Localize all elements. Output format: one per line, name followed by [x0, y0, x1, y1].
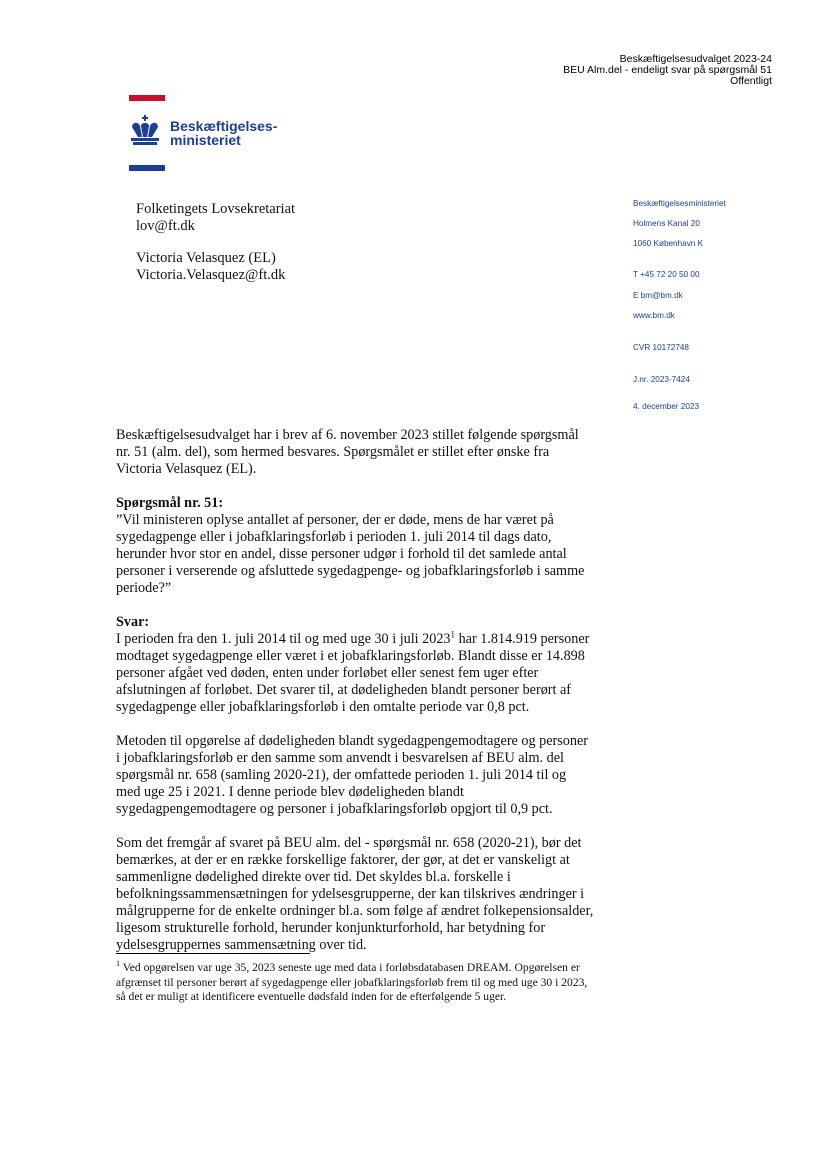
sidebar-web: www.bm.dk — [633, 311, 675, 320]
recipient-org: Folketingets Lovsekretariat — [136, 201, 296, 217]
footnote — [116, 961, 594, 1005]
answer-section — [116, 614, 594, 954]
logo-line-1: Beskæftigelses- — [170, 118, 278, 134]
answer-paragraph-3: Som det fremgår af svaret på BEU alm. del - spørgsmål nr. 658 (2020-21), bør det bemærkes, at der er en række forskellige faktorer, der gør, at det er vanskeligt at sammenligne dødelighed direkte over tid. Det skyldes bl.a. forskelle i befolkningssammensætningen for ydelsesgrupperne, der kan tilskrives ændringer i målgrupperne for de enkelte ordninger bl.a. som følge af ændret folkepensionsalder, ligesom strukturelle forhold, herunder konjunkturforhold, har betydning for ydelsesgruppernes sammensætning over tid. — [116, 835, 594, 953]
flag-blue-bar — [129, 165, 165, 171]
sidebar-ministry: Beskæftigelsesministeriet — [633, 199, 726, 208]
answer-p1-start: I perioden fra den 1. juli 2014 til og med uge 30 i juli 2023 — [116, 631, 451, 647]
footnote-reference: 1 — [450, 629, 456, 640]
recipient-block — [136, 201, 295, 283]
intro-paragraph: Beskæftigelsesudvalget har i brev af 6. november 2023 stillet følgende spørgsmål nr. 51 (alm. del), som hermed besvares. Spørgsmålet er stillet efter ønske fra Victoria Velasquez (EL). — [116, 427, 579, 477]
sidebar-cvr: CVR 10172748 — [633, 343, 689, 352]
document-header — [563, 54, 772, 87]
question-section — [116, 495, 594, 597]
logo-wordmark — [170, 119, 277, 147]
sidebar-journal-number: J.nr. 2023-7424 — [633, 375, 690, 384]
sidebar-street: Holmens Kanal 20 — [633, 219, 700, 228]
footnote-mark: 1 — [116, 959, 120, 969]
recipient-person-email: Victoria.Velasquez@ft.dk — [136, 266, 286, 283]
sidebar-city: 1060 København K — [633, 239, 704, 248]
recipient-org-email: lov@ft.dk — [136, 217, 195, 234]
header-status: Offentligt — [730, 75, 772, 87]
logo-line-2: ministeriet — [170, 132, 241, 148]
recipient-person: Victoria Velasquez (EL) — [136, 250, 276, 266]
question-text: ”Vil ministeren oplyse antallet af personer, der er døde, mens de har været på sygedagpenge eller i jobafklaringsforløb i perioden 1. juli 2014 til dags dato, herunder hvor stor en andel, disse personer udgør i forhold til det samlede antal personer i verserende og afsluttede sygedagpenge- og jobafklaringsforløb i samme periode?” — [116, 512, 585, 596]
header-committee: Beskæftigelsesudvalget 2023-24 — [619, 53, 772, 65]
sidebar-email: E bm@bm.dk — [633, 291, 683, 300]
crown-icon — [127, 115, 163, 147]
answer-paragraph-1 — [116, 631, 594, 716]
sidebar-phone: T +45 72 20 50 00 — [633, 270, 700, 279]
sidebar-date: 4. december 2023 — [633, 402, 699, 411]
answer-paragraph-2: Metoden til opgørelse af dødeligheden blandt sygedagpengemodtagere og personer i jobafklaringsforløb er den samme som anvendt i besvarelsen af BEU alm. del spørgsmål nr. 658 (samling 2020-21), der omfattede perioden 1. juli 2014 til og med uge 25 i 2021. I denne periode blev dødeligheden blandt sygedagpengemodtagere og personer i jobafklaringsforløb opgjort til 0,9 pct. — [116, 733, 588, 817]
question-heading: Spørgsmål nr. 51: — [116, 495, 224, 511]
answer-p1-end: har 1.814.919 personer modtaget sygedagpenge eller været i et jobafklaringsforløb. Blandt disse er 14.898 personer afgået ved døden, enten under forløbet eller senest fem uger efter afslutningen af forløbet. Det svarer til, at dødeligheden blandt personer berørt af sygedagpenge eller jobafklaringsforløb i den omtalte periode var 0,8 pct. — [116, 631, 590, 715]
footnote-text: Ved opgørelsen var uge 35, 2023 seneste uge med data i forløbsdatabasen DREAM. Opgørelsen er afgrænset til personer berørt af sygedagpenge eller jobafklaringsforløb frem til og med uge 30 i 2023, så det er muligt at identificere eventuelle dødsfald inden for de efterfølgende 5 uger. — [116, 961, 588, 1003]
flag-red-bar — [129, 95, 165, 101]
header-reference: BEU Alm.del - endeligt svar på spørgsmål 51 — [563, 64, 772, 76]
answer-heading: Svar: — [116, 614, 150, 630]
footnote-divider — [116, 953, 310, 954]
letter-body — [116, 427, 594, 971]
